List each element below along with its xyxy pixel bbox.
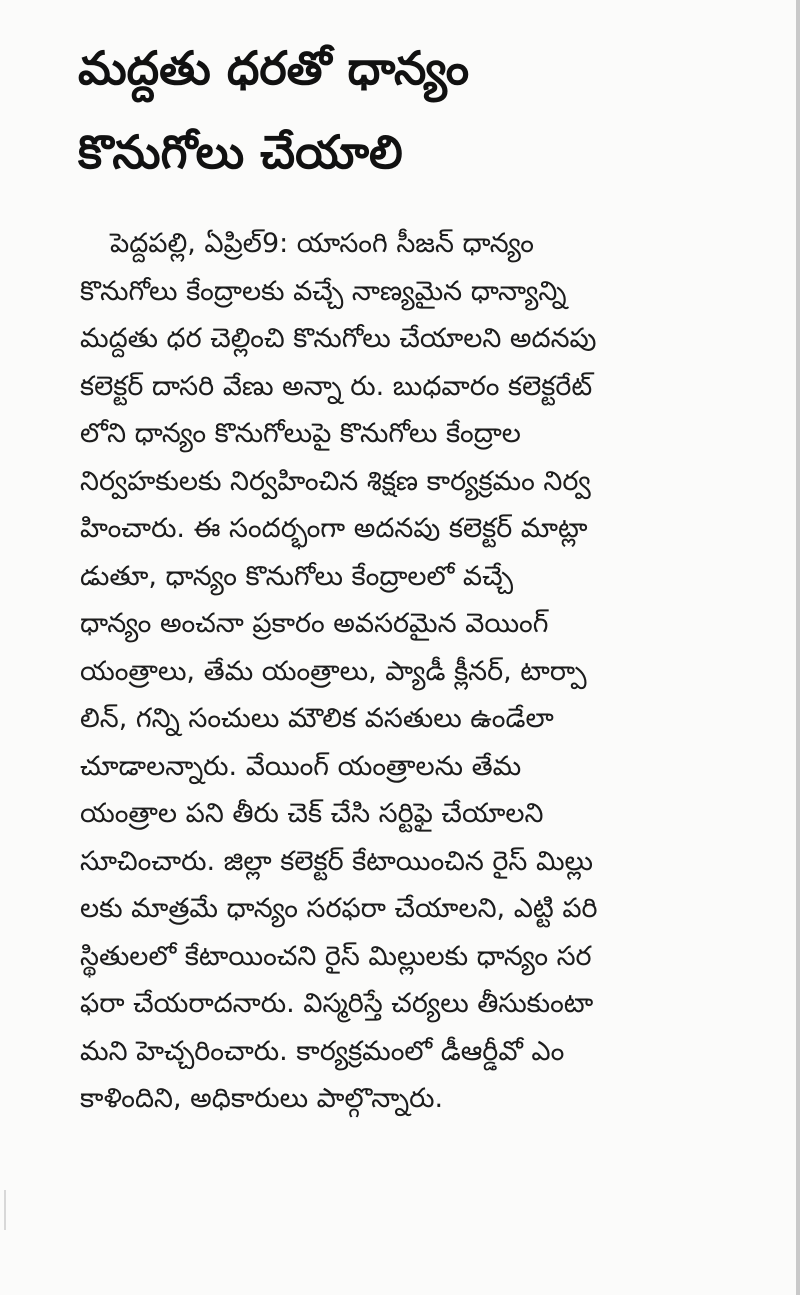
scan-artifact <box>4 1190 6 1230</box>
body-line: యంత్రాల పని తీరు చెక్ చేసి సర్టిఫై చేయాలని <box>80 798 544 829</box>
body-line: సూచించారు. జిల్లా కలెక్టర్ కేటాయించిన రైస్ మిల్లు <box>80 845 594 877</box>
body-line: లకు మాత్రమే ధాన్యం సరఫరా చేయాలని, ఎట్టి పరి <box>80 893 598 924</box>
body-line: యంత్రాలు, తేమ యంత్రాలు, ప్యాడీ క్లీనర్, టార్పా <box>80 655 587 687</box>
clipping-edge <box>796 0 800 1295</box>
article-headline <box>78 26 778 194</box>
body-line: ఫరా చేయరాదనారు. విస్మరిస్తే చర్యలు తీసుకుంటా <box>80 988 594 1019</box>
body-line: నిర్వహకులకు నిర్వహించిన శిక్షణ కార్యక్రమం నిర్వ <box>80 465 591 497</box>
headline-line-2: కొనుగోలు చేయాలి <box>78 125 403 179</box>
body-line: మని హెచ్చరించారు. కార్యక్రమంలో డీఆర్డీవో ఎం <box>80 1035 565 1067</box>
body-line: చూడాలన్నారు. వేయింగ్ యంత్రాలను తేమ <box>80 750 522 782</box>
body-line: కలెక్టర్ దాసరి వేణు అన్నా రు. బుధవారం కలెక్టరేట్ <box>80 370 593 402</box>
body-line: లోని ధాన్యం కొనుగోలుపై కొనుగోలు కేంద్రాల <box>80 418 521 449</box>
body-line: లిన్, గన్ని సంచులు మౌలిక వసతులు ఉండేలా <box>80 703 554 734</box>
article-body <box>80 220 750 1123</box>
body-line: మద్దతు ధర చెల్లించి కొనుగోలు చేయాలని అదనపు <box>80 323 597 354</box>
body-line: పెద్దపల్లి, ఏప్రిల్9: యాసంగి సీజన్ ధాన్యం <box>110 228 534 259</box>
body-line: స్థితులలో కేటాయించని రైస్ మిల్లులకు ధాన్యం సర <box>80 940 592 972</box>
body-line: డుతూ, ధాన్యం కొనుగోలు కేంద్రాలలో వచ్చే <box>80 560 514 592</box>
headline-line-1: మద్దతు ధరతో ధాన్యం <box>78 41 470 95</box>
body-line: ధాన్యం అంచనా ప్రకారం అవసరమైన వెయింగ్ <box>80 608 549 639</box>
body-line: కొనుగోలు కేంద్రాలకు వచ్చే నాణ్యమైన ధాన్యాన్ని <box>80 275 567 307</box>
body-line: కాళిందిని, అధికారులు పాల్గొన్నారు. <box>80 1083 444 1114</box>
body-line: హించారు. ఈ సందర్భంగా అదనపు కలెక్టర్ మాట్లా <box>80 513 588 544</box>
